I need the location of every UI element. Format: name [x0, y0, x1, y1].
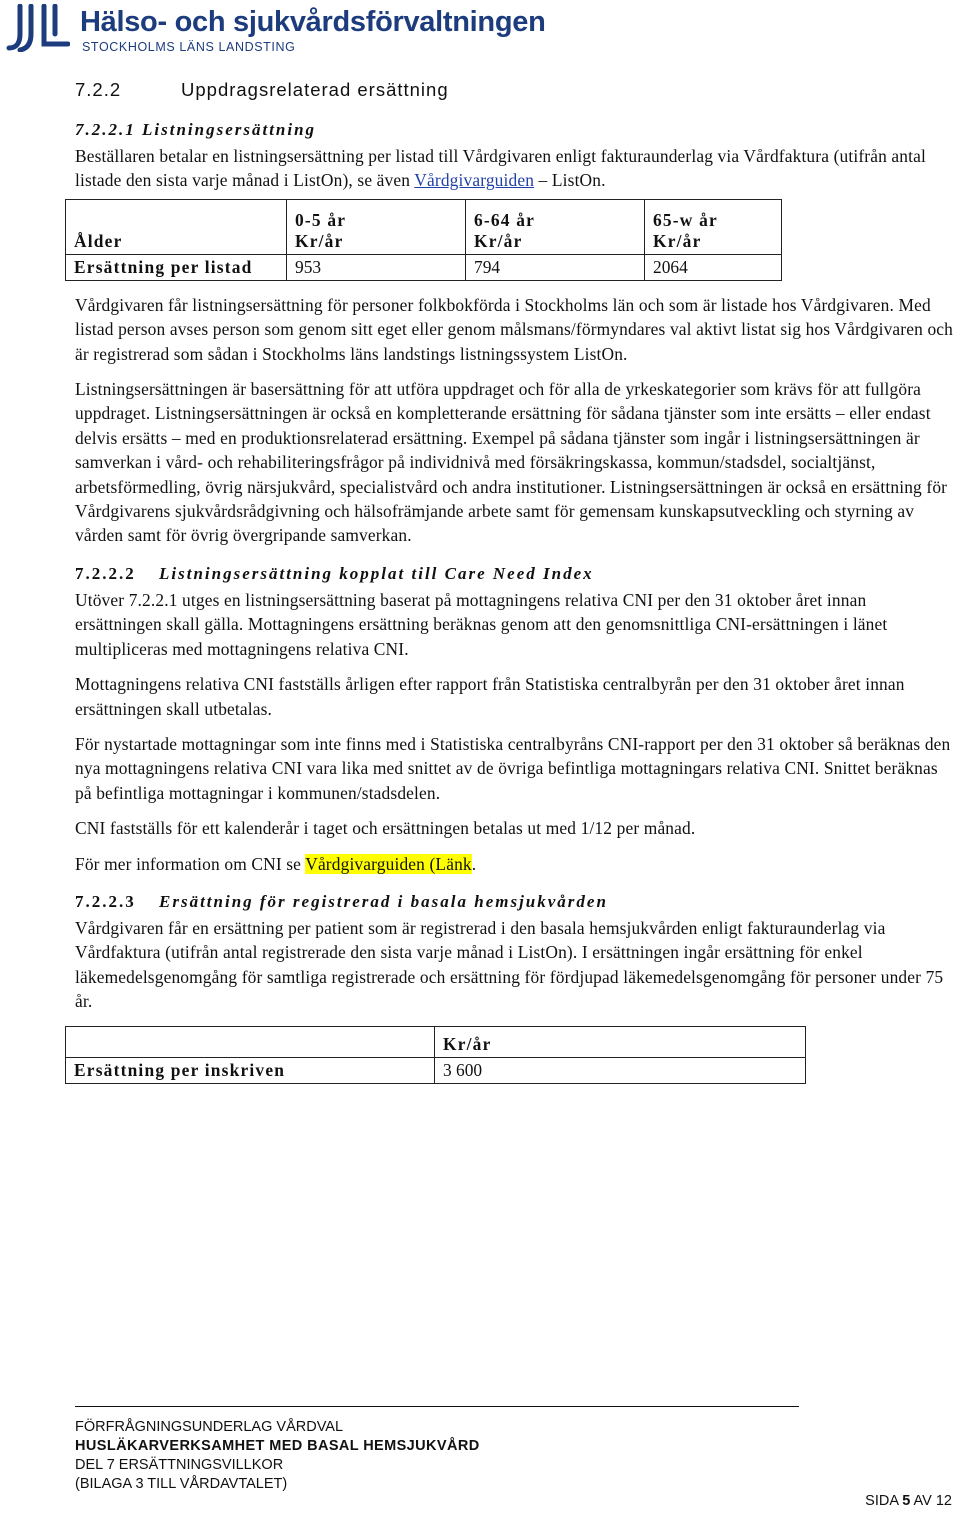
footer-line-3: DEL 7 ERSÄTTNINGSVILLKOR [75, 1457, 284, 1473]
page-prefix: SIDA [865, 1493, 899, 1509]
paragraph: CNI fastställs för ett kalenderår i taget och ersättningen betalas ut med 1/12 per månad. [75, 818, 696, 839]
footer-line-2: HUSLÄKARVERKSAMHET MED BASAL HEMSJUKVÅRD [75, 1438, 480, 1454]
age-range: 65-w år [653, 209, 718, 230]
value-per-registered: 3 600 [435, 1057, 806, 1083]
paragraph: Listningsersättningen är basersättning för att utföra uppdraget och för alla de yrkeskategorier som krävs för att fullgöra uppdraget. Listningsersättningen är också en kompletterande ersättning för sådana tjänster som inte ersätts – eller endast delvis ersätts – med en produktionsrelaterad ersättning. Exempel på sådana tjänster som ingår i listningsersättningen är samverkan i vård- och rehabiliteringsfrågor på individnivå med försäkringskassa, kommun/stadsdel, socialtjänst, arbetsförmedling, övrig närsjukvård, specialistvård och andra institutioner. Listningsersättningen är också en ersättning för Vårdgivarens sjukvårdsrådgivning och hälsofrämjande arbete samt för gemensam kunskapsutveckling och styrning av vården samt för övrig övergripande samverkan. [75, 379, 948, 546]
cni-info-end: . [471, 853, 477, 874]
subsection-heading-2 [75, 562, 953, 586]
document-body [75, 72, 953, 1096]
vardgivarguiden-cni-link[interactable]: Vårdgivarguiden (Länk [305, 853, 472, 874]
org-name: Hälso- och sjukvårdsförvaltningen [80, 6, 546, 38]
total-pages: 12 [935, 1493, 952, 1509]
subsection-number: 7.2.2.3 [75, 891, 136, 911]
subsection-heading-3 [75, 890, 953, 914]
section-heading [75, 76, 953, 104]
unit: Kr/år [295, 230, 344, 251]
org-subtitle: STOCKHOLMS LÄNS LANDSTING [82, 40, 296, 54]
row-label: Ersättning per listad [66, 254, 287, 280]
table-header-row [66, 199, 782, 254]
current-page: 5 [902, 1493, 911, 1509]
subsection-number: 7.2.2.1 [75, 120, 136, 139]
age-65-header [645, 199, 782, 254]
value-65: 2064 [645, 254, 782, 280]
intro-paragraph [75, 144, 953, 193]
paragraph: Utöver 7.2.2.1 utges en listningsersättning baserat på mottagningens relativa CNI per den 31 oktober året innan ersättningen skall gälla. Mottagningens ersättning beräknas genom att den genomsnittliga CNI-ersättningen i länet multipliceras med mottagningens relativa CNI. [75, 589, 888, 659]
cni-info-text: För mer information om CNI se [75, 853, 306, 874]
footer [75, 1418, 480, 1494]
empty-header-cell [66, 1026, 435, 1057]
intro-text-end: – ListOn. [534, 170, 606, 191]
page-number [865, 1493, 952, 1509]
subsection-title: Listningsersättning kopplat till Care Need Index [159, 563, 594, 583]
page-of: AV [913, 1493, 932, 1509]
section-number: 7.2.2 [75, 79, 122, 100]
unit: Kr/år [474, 230, 523, 251]
paragraph [75, 852, 953, 876]
value-6-64: 794 [466, 254, 645, 280]
footer-line-4: (BILAGA 3 TILL VÅRDAVTALET) [75, 1476, 288, 1492]
paragraph: Mottagningens relativa CNI fastställs årligen efter rapport från Statistiska centralbyrån per den 31 oktober året innan ersättningen skall utbetalas. [75, 674, 905, 719]
subsection-title: Ersättning för registrerad i basala hemsjukvården [159, 891, 608, 911]
subsection-title: Listningsersättning [142, 120, 317, 139]
age-6-64-header [466, 199, 645, 254]
sll-logo-icon [6, 4, 70, 52]
intro-text: Beställaren betalar en listningsersättning per listad till Vårdgivaren enligt fakturaunderlag via Vårdfaktura (utifrån antal listade den sista varje månad i ListOn), se även [75, 146, 926, 191]
table-header-row [66, 1026, 806, 1057]
age-range: 6-64 år [474, 209, 536, 230]
row-label: Ersättning per inskriven [66, 1057, 435, 1083]
footer-line-1: FÖRFRÅGNINGSUNDERLAG VÅRDVAL [75, 1419, 344, 1435]
age-header: Ålder [66, 199, 287, 254]
listing-fee-table [65, 199, 782, 281]
home-care-fee-table [65, 1026, 806, 1084]
unit-header: Kr/år [435, 1026, 806, 1057]
age-0-5-header [287, 199, 466, 254]
table-row [66, 1057, 806, 1083]
vardgivarguiden-link[interactable]: Vårdgivarguiden [414, 170, 535, 191]
value-0-5: 953 [287, 254, 466, 280]
table-row [66, 254, 782, 280]
header-logo [6, 4, 566, 52]
section-title: Uppdragsrelaterad ersättning [181, 79, 449, 100]
footer-divider [75, 1406, 799, 1407]
paragraph: För nystartade mottagningar som inte finns med i Statistiska centralbyråns CNI-rapport per den 31 oktober så beräknas den nya mottagningens relativa CNI vara lika med snittet av de övriga befintliga mottagningars relativa CNI. Snittet beräknas på befintliga mottagningar i kommunen/stadsdelen. [75, 733, 951, 803]
paragraph: Vårdgivaren får listningsersättning för personer folkbokförda i Stockholms län och som är listade hos Vårdgivaren. Med listad person avses person som genom sitt eget eller genom målsmans/förmyndares val aktivt listat sig hos Vårdgivaren och är registrerad som sådan i Stockholms läns landstings listningssystem ListOn. [75, 294, 954, 364]
subsection-heading-1 [75, 118, 953, 142]
subsection-number: 7.2.2.2 [75, 563, 136, 583]
unit: Kr/år [653, 230, 702, 251]
paragraph: Vårdgivaren får en ersättning per patient som är registrerad i den basala hemsjukvården enligt fakturaunderlag via Vårdfaktura (utifrån antal registrerade den sista varje månad i ListOn). I ersättningen ingår ersättning för enkel läkemedelsgenomgång för samtliga registrerade och ersättning för fördjupad läkemedelsgenomgång för personer under 75 år. [75, 917, 944, 1012]
age-range: 0-5 år [295, 209, 347, 230]
